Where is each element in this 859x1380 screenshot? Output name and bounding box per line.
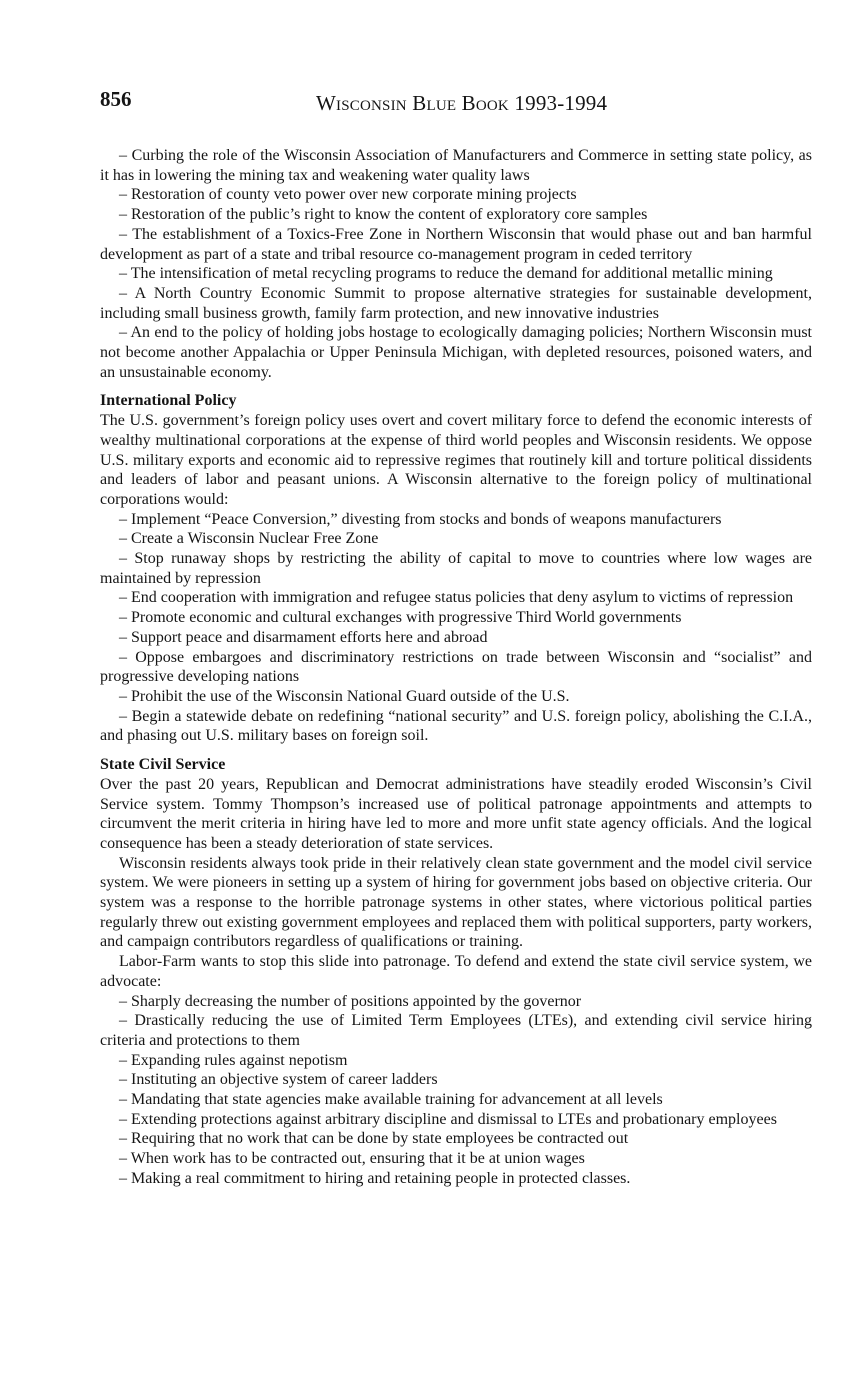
list-item: – Instituting an objective system of career ladders [119, 1071, 438, 1089]
list-item: – The intensification of metal recycling programs to reduce the demand for additional metallic mining [119, 265, 773, 283]
section-paragraph: The U.S. government’s foreign policy uses overt and covert military force to defend the economic interests of wealthy multinational corporations at the expense of third world peoples and Wisconsin residents. We oppose U.S. military exports and economic aid to repressive regimes that routinely kill and torture political dissidents and leaders of labor and peasant unions. A Wisconsin alternative to the foreign policy of multinational corporations would: [100, 412, 812, 508]
list-item: – Making a real commitment to hiring and retaining people in protected classes. [119, 1169, 631, 1187]
list-item: – Stop runaway shops by restricting the ability of capital to move to countries where low wages are maintained by repression [100, 550, 812, 587]
section-paragraph: Labor-Farm wants to stop this slide into patronage. To defend and extend the state civil service system, we advocate: [100, 953, 812, 990]
list-item: – Begin a statewide debate on redefining “national security” and U.S. foreign policy, abolishing the C.I.A., and phasing out U.S. military bases on foreign soil. [100, 707, 812, 745]
list-item: – Create a Wisconsin Nuclear Free Zone [119, 530, 379, 548]
list-item: – End cooperation with immigration and refugee status policies that deny asylum to victims of repression [119, 589, 794, 607]
section-paragraph: Wisconsin residents always took pride in their relatively clean state government and the model civil service system. We were pioneers in setting up a system of hiring for government jobs based on objective criteria. Our system was a response to the horrible patronage systems in other states, where victorious political parties regularly threw out existing government employees and replaced them with political supporters, party workers, and campaign contributors regardless of qualifications or training. [100, 854, 812, 951]
running-head: Wisconsin Blue Book 1993-1994 [316, 91, 608, 115]
section-paragraph: Over the past 20 years, Republican and Democrat administrations have steadily eroded Wisconsin’s Civil Service system. Tommy Thompson’s increased use of political patronage appointments and attempts to circumvent the merit criteria in hiring have led to more and more unfit state agency officials. And the logical consequence has been a steady deterioration of state services. [100, 775, 812, 852]
list-item: – Restoration of county veto power over new corporate mining projects [119, 186, 577, 204]
list-item: – The establishment of a Toxics-Free Zone in Northern Wisconsin that would phase out and ban harmful development as part of a state and tribal resource co-management program in ceded territory [100, 225, 812, 263]
page-header [100, 87, 812, 117]
list-item: – An end to the policy of holding jobs hostage to ecologically damaging policies; Northern Wisconsin must not become another Appalachia or Upper Peninsula Michigan, with depleted resources, poisoned waters, and an unsustainable economy. [100, 324, 812, 381]
page-body [100, 146, 812, 1189]
list-item: – Mandating that state agencies make available training for advancement at all levels [119, 1091, 663, 1109]
list-item: – When work has to be contracted out, ensuring that it be at union wages [119, 1150, 585, 1168]
list-item: – Oppose embargoes and discriminatory restrictions on trade between Wisconsin and “socialist” and progressive developing nations [100, 648, 812, 686]
list-item: – Curbing the role of the Wisconsin Association of Manufacturers and Commerce in setting state policy, as it has in lowering the mining tax and weakening water quality laws [100, 147, 812, 184]
list-item: – Restoration of the public’s right to know the content of exploratory core samples [119, 206, 648, 224]
list-item: – Requiring that no work that can be done by state employees be contracted out [119, 1130, 629, 1148]
list-item: – Drastically reducing the use of Limited Term Employees (LTEs), and extending civil service hiring criteria and protections to them [100, 1012, 812, 1049]
list-item: – Support peace and disarmament efforts here and abroad [119, 628, 488, 646]
list-item: – Expanding rules against nepotism [119, 1051, 348, 1069]
page-number: 856 [100, 87, 132, 111]
list-item: – Extending protections against arbitrary discipline and dismissal to LTEs and probationary employees [119, 1110, 777, 1128]
list-item: – Promote economic and cultural exchanges with progressive Third World governments [119, 609, 682, 627]
section-heading-international-policy: International Policy [100, 392, 237, 410]
section-heading-state-civil-service: State Civil Service [100, 756, 226, 774]
list-item: – Implement “Peace Conversion,” divesting from stocks and bonds of weapons manufacturers [119, 510, 722, 528]
list-item: – Sharply decreasing the number of positions appointed by the governor [119, 992, 582, 1010]
list-item: – Prohibit the use of the Wisconsin National Guard outside of the U.S. [119, 687, 570, 705]
list-item: – A North Country Economic Summit to propose alternative strategies for sustainable development, including small business growth, family farm protection, and new innovative industries [100, 284, 812, 322]
